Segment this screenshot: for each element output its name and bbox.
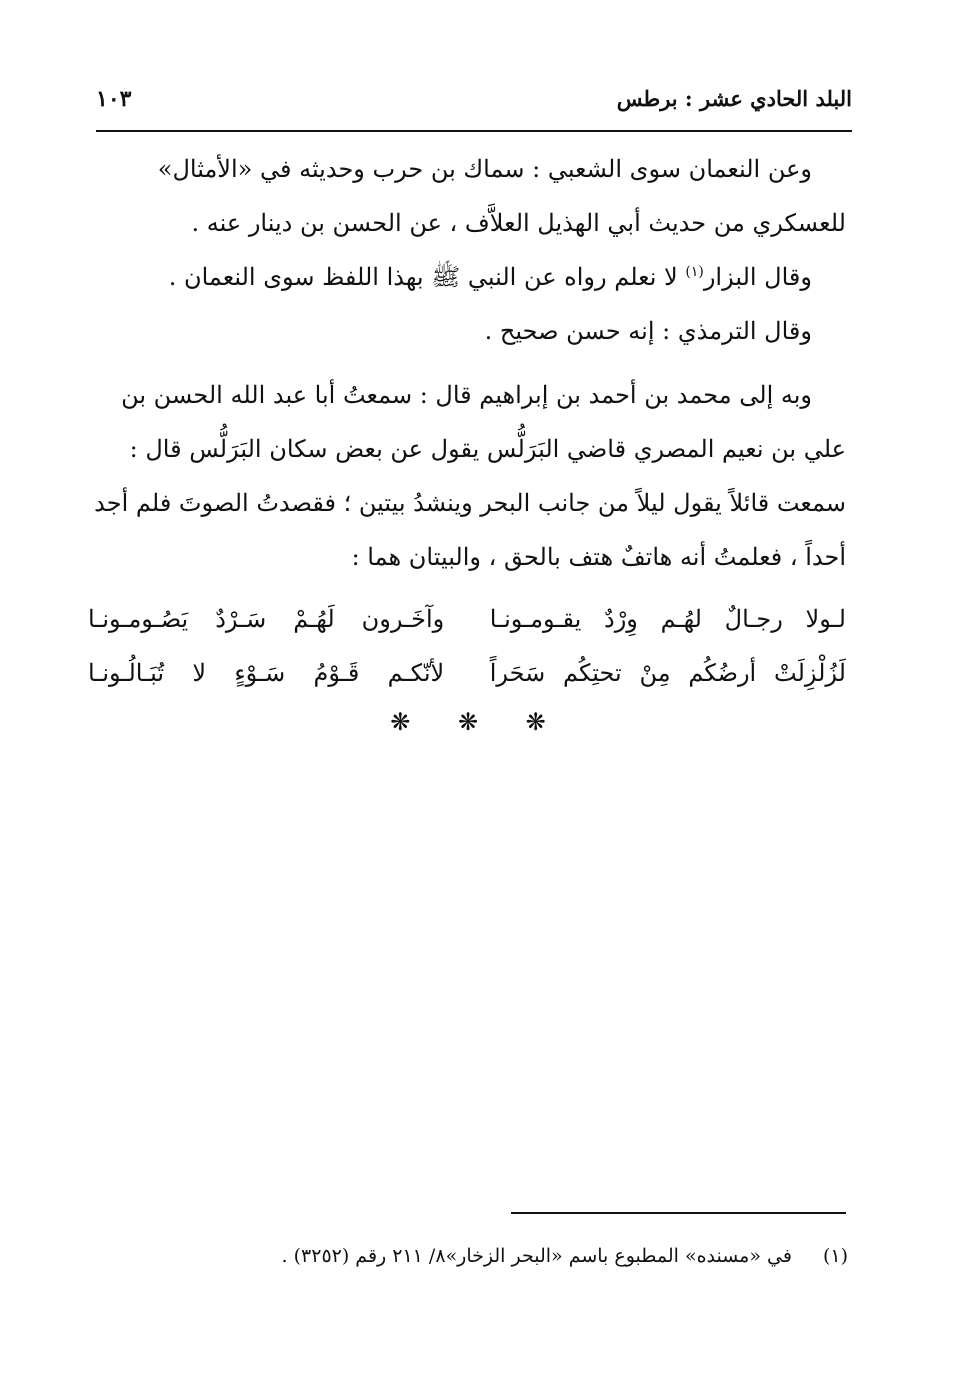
- paragraph-line: للعسكري من حديث أبي الهذيل العلاَّف ، عن الحسن بن دينار عنه .: [191, 209, 846, 237]
- verse-line: [88, 646, 846, 700]
- verse-second-hemistich: وآخَـرون لَهُـمْ سَـرْدٌ يَصُـومـونـا: [88, 605, 445, 633]
- footnote-rule: [511, 1212, 846, 1214]
- main-text: [88, 142, 846, 700]
- section-separator: ❋ ❋ ❋: [390, 708, 566, 736]
- running-header: [96, 86, 852, 126]
- paragraph-line: وعن النعمان سوى الشعبي : سماك بن حرب وحديثه في «الأمثال»: [157, 155, 812, 183]
- footnote: [120, 1245, 848, 1267]
- paragraph-line: وبه إلى محمد بن أحمد بن إبراهيم قال : سمعتُ أبا عبد الله الحسن بن: [121, 381, 812, 409]
- chapter-title: البلد الحادي عشر : برطس: [616, 86, 852, 111]
- page-number: ١٠٣: [96, 86, 132, 112]
- verse-line: [88, 592, 846, 646]
- paragraph-line: سمعت قائلاً يقول ليلاً من جانب البحر وينشدُ بيتين ؛ فقصدتُ الصوتَ فلم أجد: [94, 489, 846, 517]
- verse-first-hemistich: لـولا رجـالٌ لهُـم وِرْدٌ يقـومـونـا: [489, 605, 846, 633]
- footnote-ref: (١): [685, 264, 704, 280]
- paragraph-line: علي بن نعيم المصري قاضي البَرَلُّس يقول عن بعض سكان البَرَلُّس قال :: [129, 435, 846, 463]
- verse-first-hemistich: لَزُلْزِلَتْ أرضُكُم مِنْ تحتِكُم سَحَراً: [489, 659, 846, 687]
- paragraph-text: لا نعلم رواه عن النبي ﷺ بهذا اللفظ سوى النعمان .: [168, 263, 686, 291]
- poem: [88, 592, 846, 700]
- footnote-number: (١): [822, 1245, 848, 1267]
- footnote-text: في «مسنده» المطبوع باسم «البحر الزخار»٨/ ٢١١ رقم (٣٢٥٢) .: [281, 1245, 792, 1267]
- paragraph-text: وقال البزار: [703, 263, 812, 291]
- verse-second-hemistich: لأنّكـم قَـوْمُ سَـوْءٍ لا تُبَـالُـونـا: [88, 659, 445, 687]
- paragraph-tirmidhi: وقال الترمذي : إنه حسن صحيح .: [484, 317, 812, 345]
- paragraph-line: أحداً ، فعلمتُ أنه هاتفٌ هتف بالحق ، والبيتان هما :: [351, 543, 846, 571]
- paragraph-bazzar: [88, 250, 846, 304]
- header-rule: [96, 130, 852, 132]
